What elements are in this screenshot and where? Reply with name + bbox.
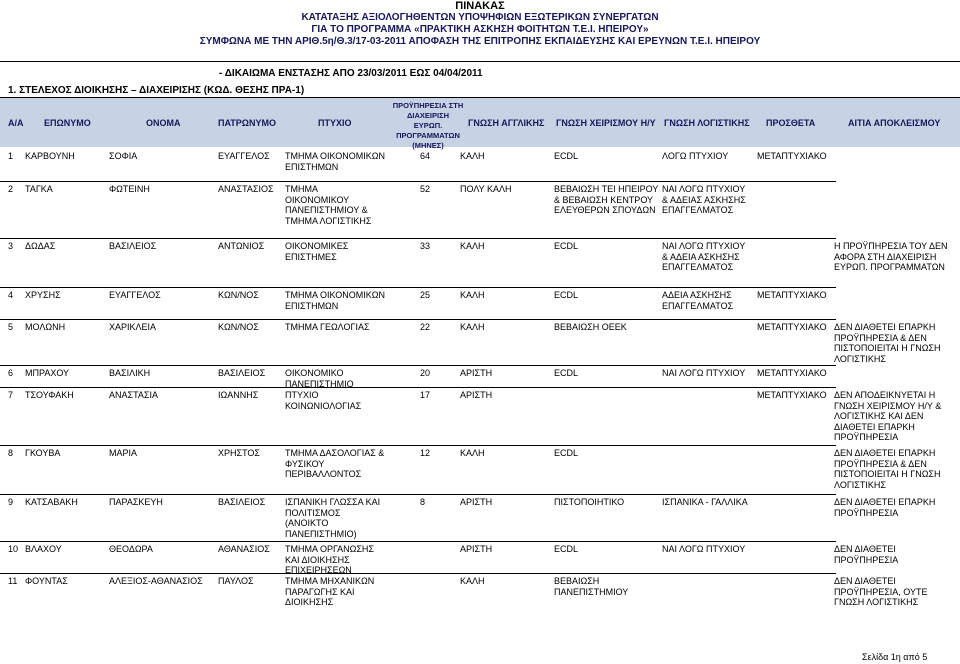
row-5-surname: ΜΟΛΩΝΗ <box>25 322 66 332</box>
row-6-experience: 20 <box>420 368 431 378</box>
row-2-experience: 52 <box>420 184 431 194</box>
row-4-degree: ΤΜΗΜΑ ΟΙΚΟΝΟΜΙΚΩΝ ΕΠΙΣΤΗΜΩΝ <box>285 290 385 311</box>
row-10-writing: ECDL <box>554 544 579 554</box>
row-1-extra: ΜΕΤΑΠΤΥΧΙΑΚΟ <box>757 151 827 161</box>
row-10-degree: ΤΜΗΜΑ ΟΡΓΑΝΩΣΗΣ ΚΑΙ ΔΙΟΙΚΗΣΗΣ ΕΠΙΧΕΙΡΗΣΕΩΝ <box>285 544 374 575</box>
row-7-english: ΑΡΙΣΤΗ <box>460 390 493 400</box>
row-5-name: ΧΑΡΙΚΛΕΙΑ <box>109 322 157 332</box>
table-header <box>0 98 960 150</box>
row-divider <box>0 387 836 388</box>
row-3-surname: ΔΩΔΑΣ <box>25 241 56 251</box>
row-2-accounting: ΝΑΙ ΛΟΓΩ ΠΤΥΧΙΟΥ & ΑΔΕΙΑΣ ΑΣΚΗΣΗΣ ΕΠΑΓΓΕΛΜΑΤΟΣ <box>662 184 746 215</box>
row-10-patronymic: ΑΘΑΝΑΣΙΟΣ <box>218 544 270 554</box>
row-10-english: ΑΡΙΣΤΗ <box>460 544 493 554</box>
row-9-patronymic: ΒΑΣΙΛΕΙΟΣ <box>218 497 266 507</box>
row-8-rejection: ΔΕΝ ΔΙΑΘΕΤΕΙ ΕΠΑΡΚΗ ΠΡΟΫΠΗΡΕΣΙΑ & ΔΕΝ ΠΙΣΤΟΠΟΙΕΙΤΑΙ Η ΓΝΩΣΗ ΛΟΓΙΣΤΙΚΗΣ <box>834 448 941 490</box>
row-11-english: ΚΑΛΗ <box>460 576 485 586</box>
row-4-extra: ΜΕΤΑΠΤΥΧΙΑΚΟ <box>757 290 827 300</box>
row-1-accounting: ΛΟΓΩ ΠΤΥΧΙΟΥ <box>662 151 729 161</box>
row-6-writing: ECDL <box>554 368 579 378</box>
row-divider <box>0 287 836 288</box>
row-3-accounting: ΝΑΙ ΛΟΓΩ ΠΤΥΧΙΟΥ & ΑΔΕΙΑ ΑΣΚΗΣΗΣ ΕΠΑΓΓΕΛΜΑΤΟΣ <box>662 241 746 272</box>
col-header-name: ΟΝΟΜΑ <box>146 118 181 128</box>
row-7-no: 7 <box>8 390 14 400</box>
row-4-experience: 25 <box>420 290 431 300</box>
row-1-experience: 64 <box>420 151 431 161</box>
row-10-surname: ΒΛΑΧΟΥ <box>25 544 62 554</box>
row-4-patronymic: ΚΩΝ/ΝΟΣ <box>218 290 259 300</box>
row-11-patronymic: ΠΑΥΛΟΣ <box>218 576 254 586</box>
row-8-surname: ΓΚΟΥΒΑ <box>25 448 61 458</box>
row-1-name: ΣΟΦΙΑ <box>109 151 138 161</box>
row-6-english: ΑΡΙΣΤΗ <box>460 368 493 378</box>
row-3-patronymic: ΑΝΤΩΝΙΟΣ <box>218 241 265 251</box>
col-header-surname: ΕΠΩΝΥΜΟ <box>44 118 91 128</box>
row-7-experience: 17 <box>420 390 431 400</box>
row-7-patronymic: ΙΩΑΝΝΗΣ <box>218 390 259 400</box>
row-9-name: ΠΑΡΑΣΚΕΥΗ <box>109 497 163 507</box>
row-5-experience: 22 <box>420 322 431 332</box>
row-10-no: 10 <box>8 544 19 554</box>
row-11-rejection: ΔΕΝ ΔΙΑΘΕΤΕΙ ΠΡΟΫΠΗΡΕΣΙΑ, ΟΥΤΕ ΓΝΩΣΗ ΛΟΓΙΣΤΙΚΗΣ <box>834 576 928 607</box>
row-5-degree: ΤΜΗΜΑ ΓΕΩΛΟΓΙΑΣ <box>285 322 370 332</box>
row-8-experience: 12 <box>420 448 431 458</box>
row-1-surname: ΚΑΡΒΟΥΝΗ <box>25 151 75 161</box>
row-6-no: 6 <box>8 368 14 378</box>
row-5-extra: ΜΕΤΑΠΤΥΧΙΑΚΟ <box>757 322 827 332</box>
row-8-patronymic: ΧΡΗΣΤΟΣ <box>218 448 260 458</box>
col-header-no: Α/Α <box>8 118 24 128</box>
col-header-accounting: ΓΝΩΣΗ ΛΟΓΙΣΤΙΚΗΣ <box>664 118 750 128</box>
row-10-accounting: ΝΑΙ ΛΟΓΩ ΠΤΥΧΙΟΥ <box>662 544 746 554</box>
row-10-rejection: ΔΕΝ ΔΙΑΘΕΤΕΙ ΠΡΟΫΠΗΡΕΣΙΑ <box>834 544 899 565</box>
row-divider <box>0 319 836 320</box>
row-2-patronymic: ΑΝΑΣΤΑΣΙΟΣ <box>218 184 274 194</box>
row-4-surname: ΧΡΥΣΗΣ <box>25 290 61 300</box>
row-9-accounting: ΙΣΠΑΝΙΚΑ - ΓΑΛΛΙΚΑ <box>662 497 748 507</box>
row-2-no: 2 <box>8 184 14 194</box>
row-7-rejection: ΔΕΝ ΑΠΟΔΕΙΚΝΥΕΤΑΙ Η ΓΝΩΣΗ ΧΕΙΡΙΣΜΟΥ Η/Υ & ΛΟΓΙΣΤΙΚΗΣ ΚΑΙ ΔΕΝ ΔΙΑΘΕΤΕΙ ΕΠΑΡΚΗ ΠΡΟΫΠΗΡΕΣΙΑ <box>834 390 942 442</box>
row-1-patronymic: ΕΥΑΓΓΕΛΟΣ <box>218 151 270 161</box>
row-2-english: ΠΟΛΥ ΚΑΛΗ <box>460 184 512 194</box>
row-3-english: ΚΑΛΗ <box>460 241 485 251</box>
row-1-no: 1 <box>8 151 14 161</box>
page-number: Σελίδα 1η από 5 <box>862 652 928 662</box>
row-5-writing: ΒΕΒΑΙΩΣΗ ΟΕΕΚ <box>554 322 627 332</box>
row-1-english: ΚΑΛΗ <box>460 151 485 161</box>
col-header-experience: ΠΡΟΫΠΗΡΕΣΙΑ ΣΤΗ ΔΙΑΧΕΙΡΙΣΗ ΕΥΡΩΠ. ΠΡΟΓΡΑΜΜΑΤΩΝ (ΜΗΝΕΣ) <box>392 101 464 150</box>
doc-title: ΠΙΝΑΚΑΣ <box>455 0 505 12</box>
row-3-name: ΒΑΣΙΛΕΙΟΣ <box>109 241 157 251</box>
row-3-rejection: Η ΠΡΟΫΠΗΡΕΣΙΑ ΤΟΥ ΔΕΝ ΑΦΟΡΑ ΣΤΗ ΔΙΑΧΕΙΡΙΣΗ ΕΥΡΩΠ. ΠΡΟΓΡΑΜΜΑΤΩΝ <box>834 241 948 272</box>
row-5-english: ΚΑΛΗ <box>460 322 485 332</box>
row-7-surname: ΤΣΟΥΦΑΚΗ <box>25 390 74 400</box>
row-divider <box>0 445 836 446</box>
row-9-surname: ΚΑΤΣΑΒΑΚΗ <box>25 497 78 507</box>
row-divider <box>0 181 836 182</box>
doc-subtitle-2: ΓΙΑ ΤΟ ΠΡΟΓΡΑΜΜΑ «ΠΡΑΚΤΙΚΗ ΑΣΚΗΣΗ ΦΟΙΤΗΤΩΝ Τ.Ε.Ι. ΗΠΕΙΡΟΥ» <box>311 24 649 35</box>
col-header-extra: ΠΡΟΣΘΕΤΑ <box>766 118 816 128</box>
row-6-degree: ΟΙΚΟΝΟΜΙΚΟ ΠΑΝΕΠΙΣΤΗΜΙΟ <box>285 368 354 389</box>
row-4-no: 4 <box>8 290 14 300</box>
row-8-degree: ΤΜΗΜΑ ΔΑΣΟΛΟΓΙΑΣ & ΦΥΣΙΚΟΥ ΠΕΡΙΒΑΛΛΟΝΤΟΣ <box>285 448 385 479</box>
row-8-name: ΜΑΡΙΑ <box>109 448 138 458</box>
row-10-name: ΘΕΟΔΩΡΑ <box>109 544 153 554</box>
row-9-no: 9 <box>8 497 14 507</box>
row-divider <box>0 238 836 239</box>
row-2-surname: ΤΑΓΚΑ <box>25 184 53 194</box>
row-5-patronymic: ΚΩΝ/ΝΟΣ <box>218 322 259 332</box>
row-1-degree: ΤΜΗΜΑ ΟΙΚΟΝΟΜΙΚΩΝ ΕΠΙΣΤΗΜΩΝ <box>285 151 385 172</box>
row-4-accounting: ΑΔΕΙΑ ΑΣΚΗΣΗΣ ΕΠΑΓΓΕΛΜΑΤΟΣ <box>662 290 734 311</box>
col-header-degree: ΠΤΥΧΙΟ <box>318 118 352 128</box>
row-7-name: ΑΝΑΣΤΑΣΙΑ <box>109 390 158 400</box>
row-9-rejection: ΔΕΝ ΔΙΑΘΕΤΕΙ ΕΠΑΡΚΗ ΠΡΟΫΠΗΡΕΣΙΑ <box>834 497 936 518</box>
row-divider <box>0 365 836 366</box>
row-1-writing: ECDL <box>554 151 579 161</box>
col-header-rejection: ΑΙΤΙΑ ΑΠΟΚΛΕΙΣΜΟΥ <box>848 118 941 128</box>
row-4-english: ΚΑΛΗ <box>460 290 485 300</box>
objection-notice: - ΔΙΚΑΙΩΜΑ ΕΝΣΤΑΣΗΣ ΑΠΟ 23/03/2011 ΕΩΣ 04/04/2011 <box>219 68 483 79</box>
row-8-no: 8 <box>8 448 14 458</box>
row-5-rejection: ΔΕΝ ΔΙΑΘΕΤΕΙ ΕΠΑΡΚΗ ΠΡΟΫΠΗΡΕΣΙΑ & ΔΕΝ ΠΙΣΤΟΠΟΙΕΙΤΑΙ Η ΓΝΩΣΗ ΛΟΓΙΣΤΙΚΗΣ <box>834 322 941 364</box>
row-9-writing: ΠΙΣΤΟΠΟΙΗΤΙΚΟ <box>554 497 625 507</box>
row-3-degree: ΟΙΚΟΝΟΜΙΚΕΣ ΕΠΙΣΤΗΜΕΣ <box>285 241 349 262</box>
row-11-degree: ΤΜΗΜΑ ΜΗΧΑΝΙΚΩΝ ΠΑΡΑΓΩΓΗΣ ΚΑΙ ΔΙΟΙΚΗΣΗΣ <box>285 576 375 607</box>
row-6-extra: ΜΕΤΑΠΤΥΧΙΑΚΟ <box>757 368 827 378</box>
row-divider <box>0 541 836 542</box>
row-9-experience: 8 <box>420 497 426 507</box>
row-8-writing: ECDL <box>554 448 579 458</box>
col-header-computer: ΓΝΩΣΗ ΧΕΙΡΙΣΜΟΥ Η/Υ <box>556 118 656 128</box>
row-7-degree: ΠΤΥΧΙΟ ΚΟΙΝΩΝΙΟΛΟΓΙΑΣ <box>285 390 362 411</box>
row-4-writing: ECDL <box>554 290 579 300</box>
row-11-writing: ΒΕΒΑΙΩΣΗ ΠΑΝΕΠΙΣΤΗΜΙΟΥ <box>554 576 629 597</box>
row-divider <box>0 573 836 574</box>
row-11-name: ΑΛΕΞΙΟΣ-ΑΘΑΝΑΣΙΟΣ <box>109 576 203 586</box>
row-11-surname: ΦΟΥΝΤΑΣ <box>25 576 68 586</box>
row-11-no: 11 <box>8 576 18 586</box>
row-5-no: 5 <box>8 322 14 332</box>
row-6-name: ΒΑΣΙΛΙΚΗ <box>109 368 151 378</box>
row-3-experience: 33 <box>420 241 431 251</box>
row-2-writing: ΒΕΒΑΙΩΣΗ ΤΕΙ ΗΠΕΙΡΟΥ & ΒΕΒΑΙΩΣΗ ΚΕΝΤΡΟΥ ΕΛΕΥΘΕΡΩΝ ΣΠΟΥΔΩΝ <box>554 184 659 215</box>
section-heading: 1. ΣΤΕΛΕΧΟΣ ΔΙΟΙΚΗΣΗΣ – ΔΙΑΧΕΙΡΙΣΗΣ (ΚΩΔ. ΘΕΣΗΣ ΠΡΑ-1) <box>8 85 305 96</box>
row-3-writing: ECDL <box>554 241 579 251</box>
row-6-accounting: ΝΑΙ ΛΟΓΩ ΠΤΥΧΙΟΥ <box>662 368 746 378</box>
row-6-patronymic: ΒΑΣΙΛΕΙΟΣ <box>218 368 266 378</box>
row-divider <box>0 494 836 495</box>
row-4-name: ΕΥΑΓΓΕΛΟΣ <box>109 290 161 300</box>
row-2-degree: ΤΜΗΜΑ ΟΙΚΟΝΟΜΙΚΟΥ ΠΑΝΕΠΙΣΤΗΜΙΟΥ & ΤΜΗΜΑ ΛΟΓΙΣΤΙΚΗΣ <box>285 184 372 226</box>
row-3-no: 3 <box>8 241 14 251</box>
row-6-surname: ΜΠΡΑΧΟΥ <box>25 368 70 378</box>
row-8-english: ΚΑΛΗ <box>460 448 485 458</box>
doc-subtitle-1: ΚΑΤΑΤΑΞΗΣ ΑΞΙΟΛΟΓΗΘΕΝΤΩΝ ΥΠΟΨΗΦΙΩΝ ΕΞΩΤΕΡΙΚΩΝ ΣΥΝΕΡΓΑΤΩΝ <box>301 12 659 23</box>
doc-subtitle-3: ΣΥΜΦΩΝΑ ΜΕ ΤΗΝ ΑΡΙΘ.5η/Θ.3/17-03-2011 ΑΠΟΦΑΣΗ ΤΗΣ ΕΠΙΤΡΟΠΗΣ ΕΚΠΑΙΔΕΥΣΗΣ ΚΑΙ ΕΡΕΥΝΩΝ Τ.Ε.Ι. ΗΠΕΙΡΟΥ <box>199 36 761 47</box>
row-7-extra: ΜΕΤΑΠΤΥΧΙΑΚΟ <box>757 390 827 400</box>
row-9-english: ΑΡΙΣΤΗ <box>460 497 493 507</box>
col-header-english: ΓΝΩΣΗ ΑΓΓΛΙΚΗΣ <box>468 118 545 128</box>
col-header-patronymic: ΠΑΤΡΩΝΥΜΟ <box>218 118 276 128</box>
row-9-degree: ΙΣΠΑΝΙΚΗ ΓΛΩΣΣΑ ΚΑΙ ΠΟΛΙΤΙΣΜΟΣ (ΑΝΟΙΚΤΟ ΠΑΝΕΠΙΣΤΗΜΙΟ) <box>285 497 381 539</box>
row-2-name: ΦΩΤΕΙΝΗ <box>109 184 150 194</box>
top-divider <box>0 61 960 62</box>
